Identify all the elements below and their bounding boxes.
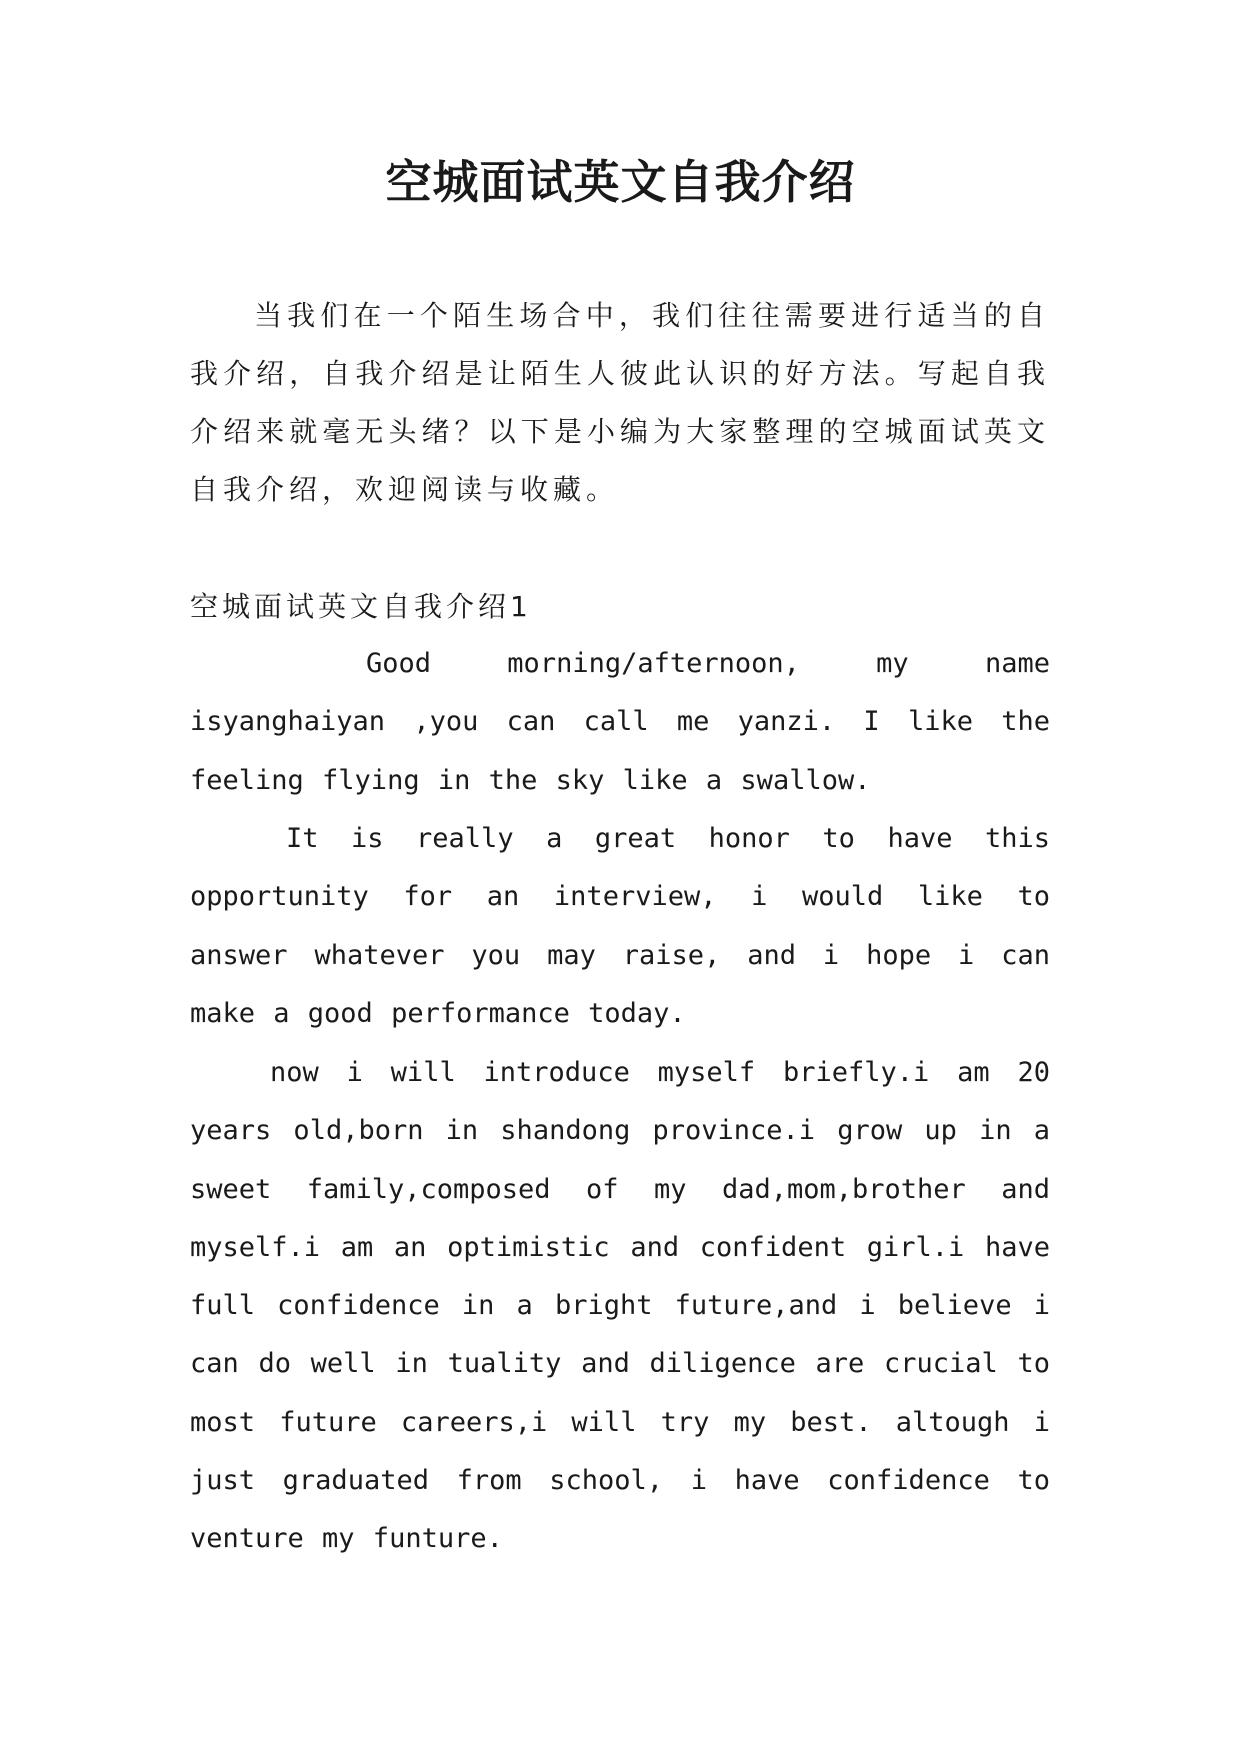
intro-paragraph: 当我们在一个陌生场合中，我们往往需要进行适当的自我介绍，自我介绍是让陌生人彼此认识的好方法。写起自我介绍来就毫无头绪？以下是小编为大家整理的空城面试英文自我介绍，欢迎阅读与收藏。 [190, 299, 1050, 506]
section-heading: 空城面试英文自我介绍1 [190, 590, 532, 623]
body-paragraph: It is really a great honor to have this opportunity for an interview, i would like to answer whatever you may raise, and i hope i can make a good performance today. [190, 823, 1050, 1029]
body-paragraph: now i will introduce myself briefly.i am 20 years old,born in shandong province.i grow up in a sweet family,composed of my dad,mom,brother and myself.i am an optimistic and confident girl.i have full confidence in a bright future,and i believe i can do well in tuality and diligence are crucial to most future careers,i will try my best. altough i just graduated from school, i have confidence to venture my funture. [190, 1057, 1050, 1555]
body-paragraph: Good morning/afternoon, my name isyanghaiyan ,you can call me yanzi. I like the feeling flying in the sky like a swallow. [190, 648, 1050, 796]
document-title: 空城面试英文自我介绍 [385, 155, 856, 209]
